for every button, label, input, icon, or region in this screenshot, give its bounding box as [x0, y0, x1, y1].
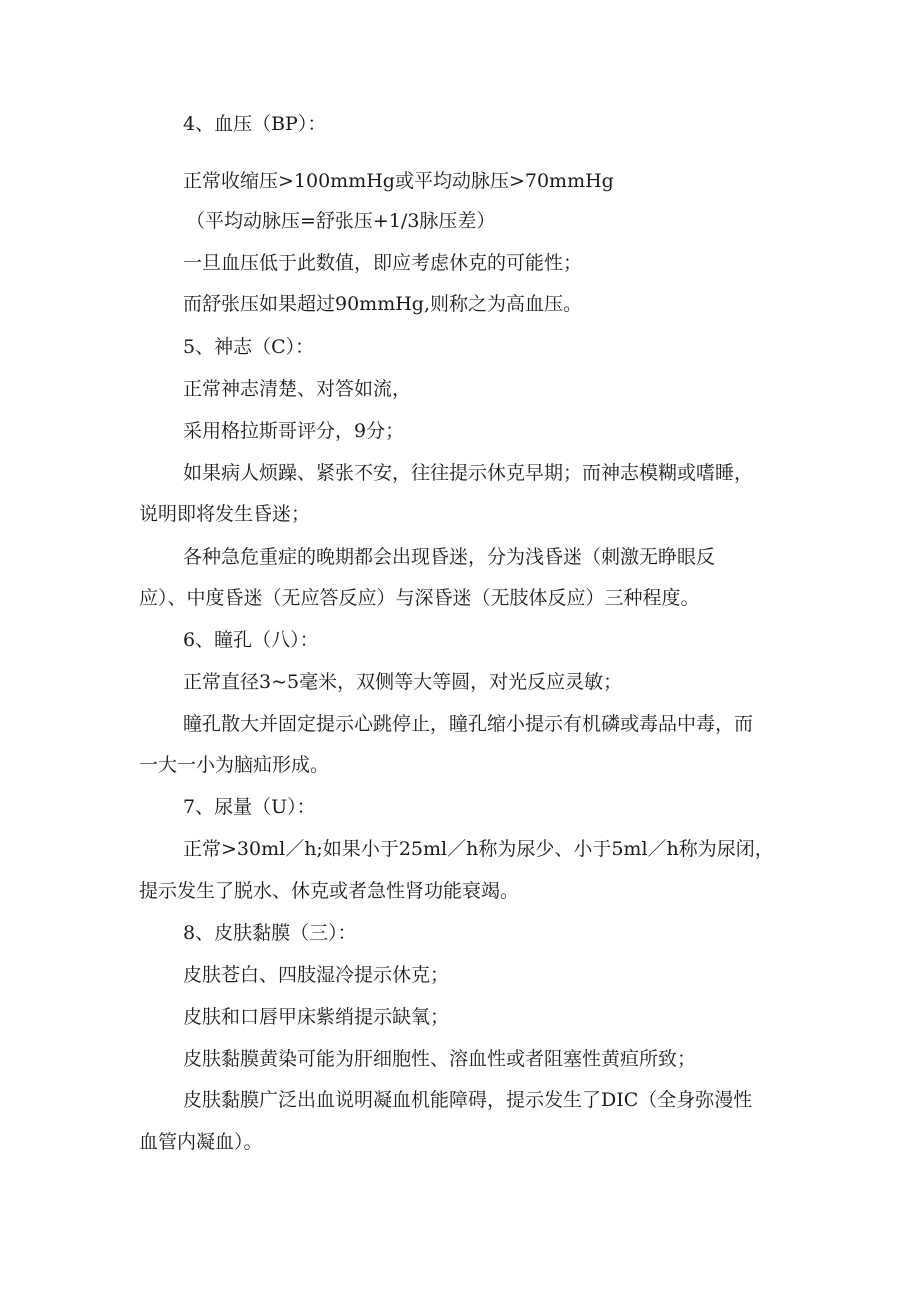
text-line: 正常收缩压>100mmHg或平均动脉压>70mmHg: [183, 170, 614, 192]
section-heading-skin: 8、皮肤黏膜（三）：: [183, 922, 357, 944]
section-heading-urine: 7、尿量（U）：: [183, 796, 316, 818]
text-line: 皮肤和口唇甲床紫绡提示缺氧；: [183, 1006, 450, 1028]
text-line: 皮肤黏膜黄染可能为肝细胞性、溶血性或者阻塞性黄疸所致；: [183, 1048, 697, 1070]
text-line: 皮肤黏膜广泛出血说明凝血机能障碍，提示发生了DIC（全身弥漫性: [183, 1089, 753, 1111]
text-line: 正常>30ml／h;如果小于25ml／h称为尿少、小于5ml／h称为尿闭，: [183, 838, 774, 860]
text-line: 一大一小为脑疝形成。: [139, 754, 330, 776]
text-line: 说明即将发生昏迷；: [139, 503, 311, 525]
section-heading-consciousness: 5、神志（C）：: [183, 336, 315, 358]
text-line: 瞳孔散大并固定提示心跳停止，瞳孔缩小提示有机磷或毒品中毒，而: [183, 713, 754, 735]
section-heading-pupil: 6、瞳孔（八）：: [183, 629, 319, 651]
text-line: 如果病人烦躁、紧张不安，往往提示休克早期；而神志模糊或嗜睡，: [183, 462, 754, 484]
text-line: 一旦血压低于此数值，即应考虑休克的可能性；: [183, 252, 583, 274]
text-line: （平均动脉压=舒张压+1/3脉压差）: [186, 210, 496, 232]
text-line: 血管内凝血）。: [139, 1131, 263, 1153]
text-line: 提示发生了脱水、休克或者急性肾功能衰竭。: [139, 880, 520, 902]
section-heading-bp: 4、血压（BP）：: [183, 113, 327, 135]
text-line: 正常神志清楚、对答如流，: [183, 378, 412, 400]
text-line: 正常直径3~5毫米，双侧等大等圆，对光反应灵敏；: [183, 671, 623, 693]
text-line: 采用格拉斯哥评分，9分；: [183, 420, 405, 442]
text-line: 皮肤苍白、四肢湿冷提示休克；: [183, 964, 450, 986]
text-line: 应）、中度昏迷（无应答反应）与深昏迷（无肢体反应）三种程度。: [139, 587, 700, 609]
text-line: 各种急危重症的晚期都会出现昏迷，分为浅昏迷（刺激无睁眼反: [183, 546, 716, 568]
text-line: 而舒张压如果超过90mmHg,则称之为高血压。: [183, 293, 582, 315]
